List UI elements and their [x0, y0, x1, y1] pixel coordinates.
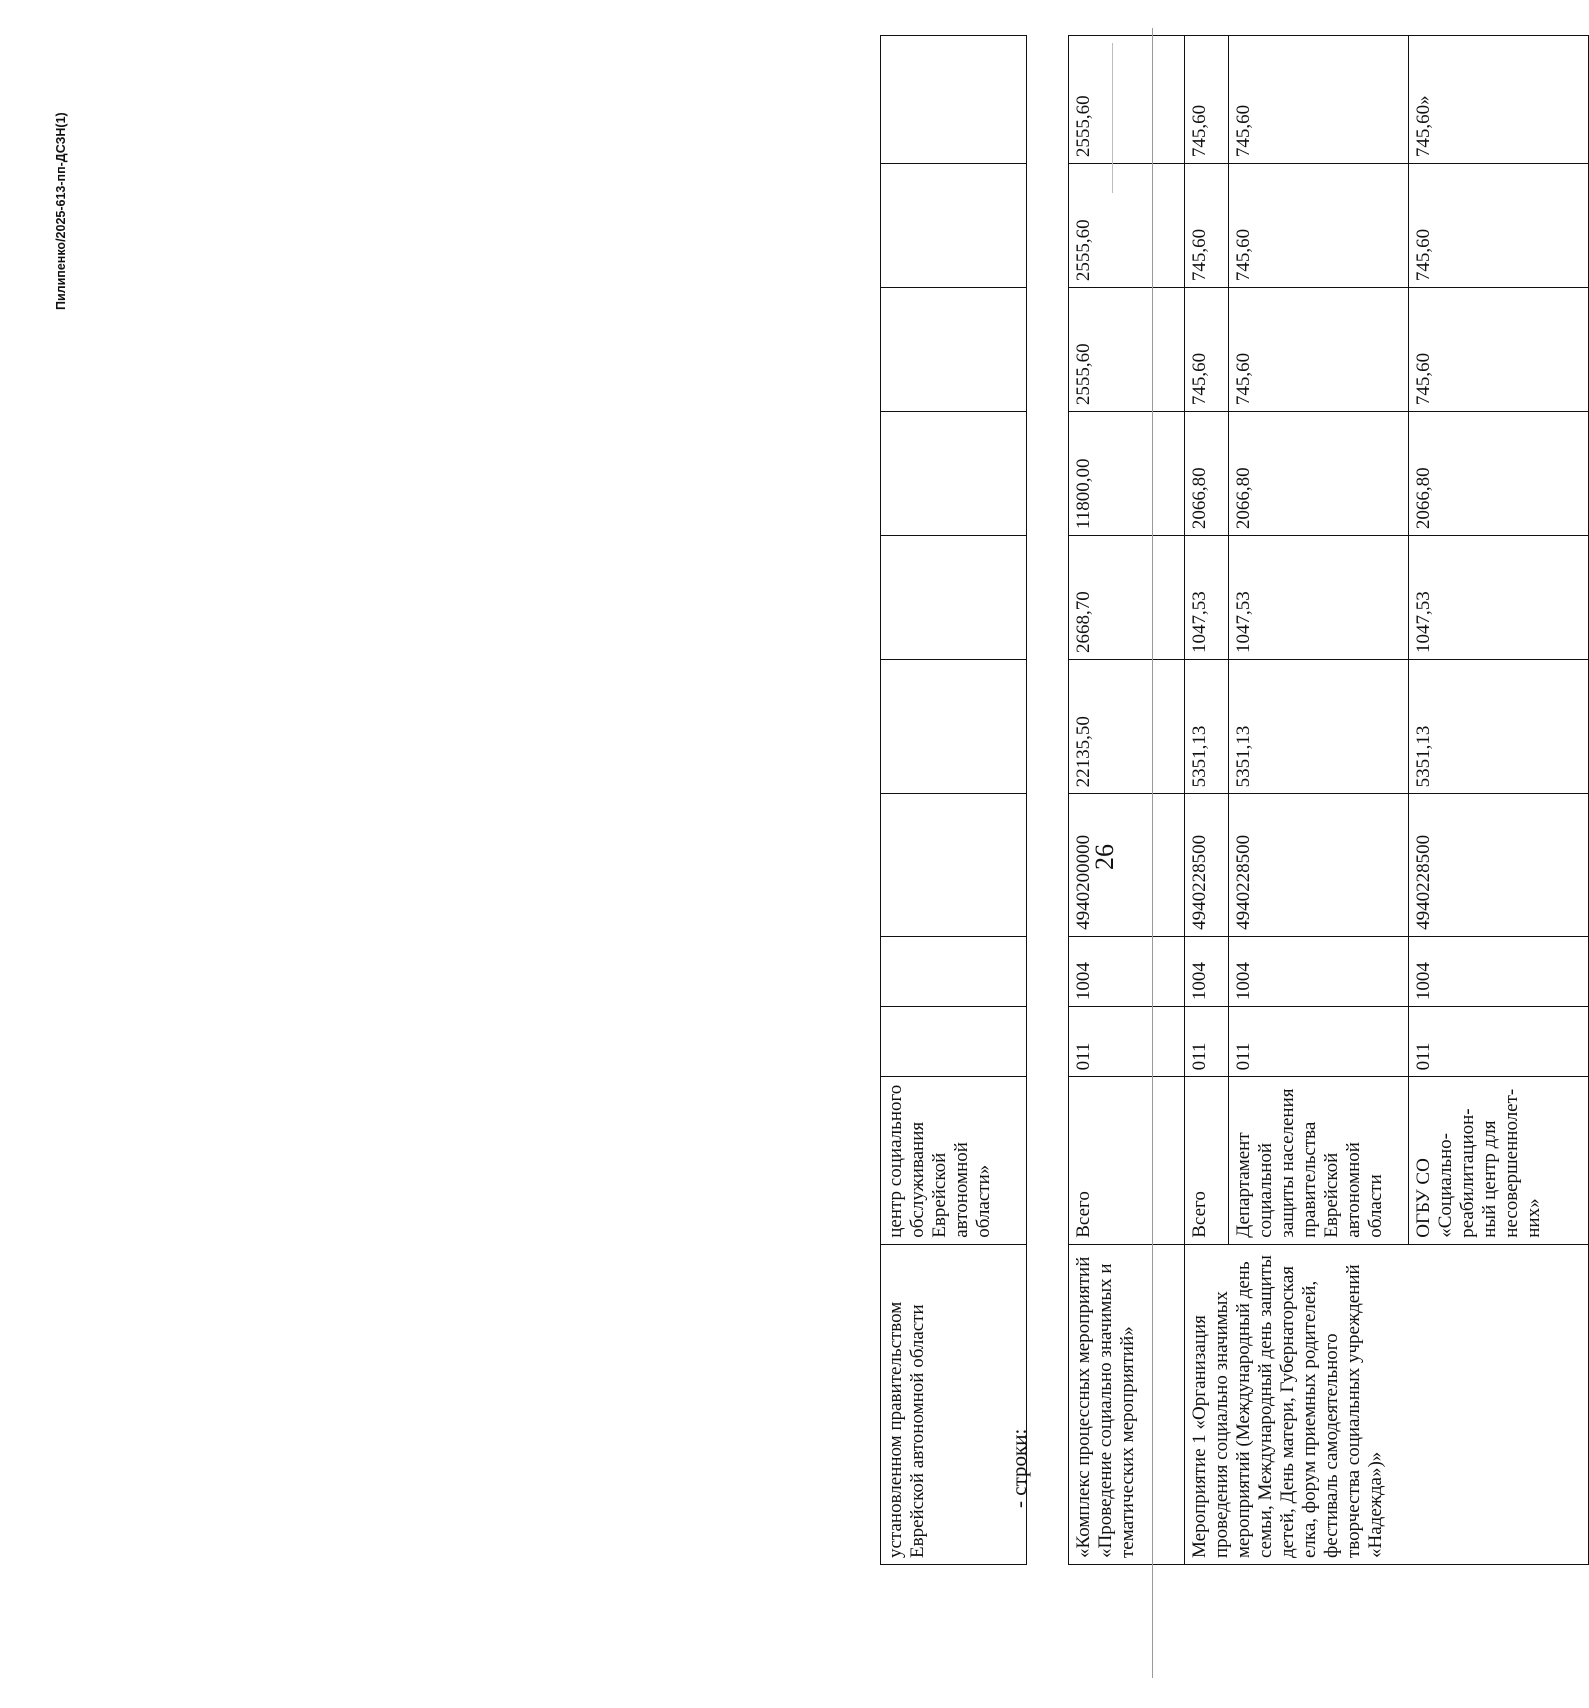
cell-value: 2555,60 [1069, 164, 1185, 288]
cell-rz: 1004 [1409, 936, 1589, 1006]
section-label: - строки: [1007, 1428, 1031, 1508]
scan-edge-line [1112, 43, 1113, 193]
cell-executor: центр социального обслуживания Еврейской автономной области» [881, 1077, 1027, 1244]
rows-table [1068, 35, 1589, 1565]
cell-value: 745,60 [1185, 164, 1229, 288]
continuation-table [880, 35, 1027, 1565]
cell-value: 2555,60 [1069, 36, 1185, 164]
cell-value: 745,60 [1229, 164, 1409, 288]
cell-value: 2066,80 [1229, 412, 1409, 536]
cell-executor: Всего [1185, 1077, 1229, 1244]
document-code: Пилипенко/2025-613-пп-ДСЗН(1) [54, 112, 68, 310]
cell-executor: Всего [1069, 1077, 1185, 1244]
cell-value: 2066,80 [1185, 412, 1229, 536]
cell-value: 5351,13 [1229, 660, 1409, 794]
cell-csr: 4940228500 [1229, 794, 1409, 937]
table-row [881, 36, 1027, 1565]
cell-grbs: 011 [1185, 1007, 1229, 1077]
cell-value: 745,60 [1409, 164, 1589, 288]
cell-value: 745,60» [1409, 36, 1589, 164]
cell-value: 1047,53 [1409, 536, 1589, 660]
table-row [1185, 36, 1229, 1565]
cell-value: 5351,13 [1409, 660, 1589, 794]
cell-value: 745,60 [1185, 36, 1229, 164]
cell-executor: ОГБУ СО «Социально-реабилитацион-ный центр для несовершеннолет-них» [1409, 1077, 1589, 1244]
cell-grbs: 011 [1409, 1007, 1589, 1077]
cell-value: 5351,13 [1185, 660, 1229, 794]
cell-grbs: 011 [1069, 1007, 1185, 1077]
cell-name: Мероприятие 1 «Организация проведения социально значимых мероприятий (Международный день семьи, Международный день защиты детей, День матери, Губернаторская елка, форум приемных родителей, фестиваль самодеятельного творчества социальных учреждений «Надежда»)» [1185, 1244, 1589, 1564]
cell-value: 1047,53 [1185, 536, 1229, 660]
cell-executor: Департамент социальной защиты населения правительства Еврейской автономной области [1229, 1077, 1409, 1244]
cell-value: 2066,80 [1409, 412, 1589, 536]
cell-grbs: 011 [1229, 1007, 1409, 1077]
cell-value: 745,60 [1229, 288, 1409, 412]
cell-csr: 4940200000 [1069, 794, 1185, 937]
cell-name: установленном правительством Еврейской автономной области [881, 1244, 1027, 1564]
cell-rz: 1004 [1229, 936, 1409, 1006]
cell-value: 745,60 [1185, 288, 1229, 412]
table-row [1069, 36, 1185, 1565]
cell-name: «Комплекс процессных мероприятий «Проведение социально значимых и тематических мероприятий» [1069, 1244, 1185, 1564]
scan-edge-line [1152, 28, 1153, 1678]
cell-value: 2668,70 [1069, 536, 1185, 660]
cell-csr: 4940228500 [1185, 794, 1229, 937]
cell-value: 11800,00 [1069, 412, 1185, 536]
cell-value: 2555,60 [1069, 288, 1185, 412]
cell-value: 745,60 [1409, 288, 1589, 412]
cell-value: 22135,50 [1069, 660, 1185, 794]
cell-rz: 1004 [1185, 936, 1229, 1006]
cell-value: 745,60 [1229, 36, 1409, 164]
cell-value: 1047,53 [1229, 536, 1409, 660]
cell-csr: 4940228500 [1409, 794, 1589, 937]
page-number: 26 [1090, 844, 1119, 870]
cell-rz: 1004 [1069, 936, 1185, 1006]
